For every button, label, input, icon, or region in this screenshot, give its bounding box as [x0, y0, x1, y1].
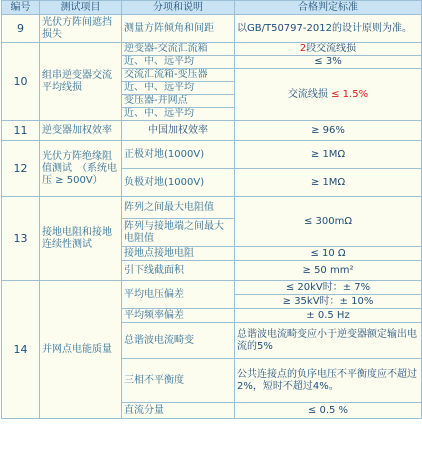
subitem: 中国加权效率: [122, 121, 235, 141]
criteria: ± 0.5 Hz: [235, 309, 422, 323]
criteria: ≥ 96%: [235, 121, 422, 141]
row-number: 9: [2, 15, 40, 43]
header-number: 编号: [2, 1, 40, 15]
subitem: 引下线截面积: [122, 261, 235, 281]
subitem: 平均频率偏差: [122, 309, 235, 323]
table-row: [2, 141, 422, 169]
row-number: 11: [2, 121, 40, 141]
criteria: ≤ 10 Ω: [235, 247, 422, 261]
test-item: 接地电阻和接地连续性测试: [40, 197, 122, 281]
header-test-item: 测试项目: [40, 1, 122, 15]
criteria: 公共连接点的负序电压不平衡度应不超过2%，短时不超过4%。: [235, 359, 422, 403]
subitem: 近、中、远平均: [122, 82, 235, 95]
subitem: 逆变器-交流汇流箱: [122, 43, 235, 56]
subitem: 阵列之间最大电阻值: [122, 197, 235, 219]
subitem: 正极对地(1000V): [122, 141, 235, 169]
subitem: 变压器-并网点: [122, 95, 235, 108]
test-item: 并网点电能质量: [40, 281, 122, 419]
subitem: 近、中、远平均: [122, 56, 235, 69]
criteria: 2段交流线损: [235, 43, 422, 56]
table-row: [2, 197, 422, 219]
subitem: 负极对地(1000V): [122, 169, 235, 197]
subitem: 总谐波电流畸变: [122, 323, 235, 359]
row-number: 12: [2, 141, 40, 197]
subitem: 直流分量: [122, 403, 235, 419]
header-criteria: 合格判定标准: [235, 1, 422, 15]
criteria: 总谐波电流畸变应小于逆变器额定输出电流的5%: [235, 323, 422, 359]
criteria: ≤ 300mΩ: [235, 197, 422, 247]
criteria: 以GB/T50797-2012的设计原则为准。: [235, 15, 422, 43]
test-item: 组串逆变器交流平均线损: [40, 43, 122, 121]
table-row: [2, 121, 422, 141]
criteria: ≤ 0.5 %: [235, 403, 422, 419]
standards-table: [1, 0, 422, 419]
subitem: 近、中、远平均: [122, 108, 235, 121]
table-row: [2, 281, 422, 295]
header-row: [2, 1, 422, 15]
header-subitem: 分项和说明: [122, 1, 235, 15]
criteria: ≥ 50 mm²: [235, 261, 422, 281]
subitem: 三相不平衡度: [122, 359, 235, 403]
criteria: 交流线损 ≤ 1.5%: [235, 69, 422, 121]
test-item: 逆变器加权效率: [40, 121, 122, 141]
subitem: 阵列与接地端之间最大电阻值: [122, 219, 235, 247]
test-item: 光伏方阵间遮挡损失: [40, 15, 122, 43]
row-number: 10: [2, 43, 40, 121]
test-item: 光伏方阵绝缘阻值测试 （系统电压 ≥ 500V）: [40, 141, 122, 197]
criteria: ≥ 35kV时：± 10%: [235, 295, 422, 309]
row-number: 14: [2, 281, 40, 419]
subitem: 测量方阵倾角和间距: [122, 15, 235, 43]
table-row: [2, 15, 422, 43]
subitem: 交流汇流箱-变压器: [122, 69, 235, 82]
row-number: 13: [2, 197, 40, 281]
criteria: ≥ 1MΩ: [235, 169, 422, 197]
table-row: [2, 43, 422, 56]
criteria: ≤ 20kV时：± 7%: [235, 281, 422, 295]
criteria: ≥ 1MΩ: [235, 141, 422, 169]
subitem: 平均电压偏差: [122, 281, 235, 309]
subitem: 接地点接地电阻: [122, 247, 235, 261]
criteria: ≤ 3%: [235, 56, 422, 69]
